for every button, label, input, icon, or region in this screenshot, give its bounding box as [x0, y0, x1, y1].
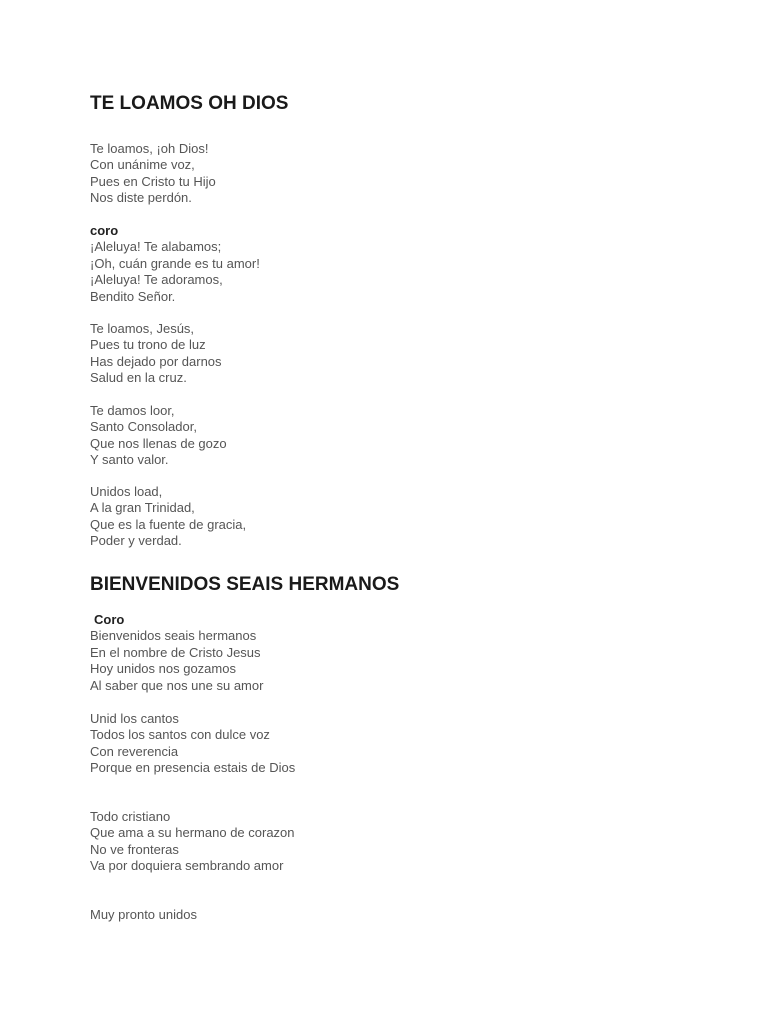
lyric-line: A la gran Trinidad, [90, 500, 195, 516]
lyric-line: Porque en presencia estais de Dios [90, 760, 296, 776]
lyric-line: No ve fronteras [90, 841, 179, 857]
lyric-line: Te damos loor, [90, 403, 175, 418]
stanza [90, 403, 227, 469]
stanza [90, 907, 197, 923]
lyric-line: Te loamos, Jesús, [90, 321, 195, 336]
lyric-line: Al saber que nos une su amor [90, 677, 264, 693]
lyric-line: Nos diste perdón. [90, 190, 192, 206]
song-title: BIENVENIDOS SEAIS HERMANOS [90, 574, 400, 595]
stanza [90, 809, 295, 875]
lyric-line: Pues tu trono de luz [90, 337, 206, 353]
stanza [90, 141, 216, 207]
song-title: TE LOAMOS OH DIOS [90, 93, 289, 114]
lyric-line: Hoy unidos nos gozamos [90, 661, 236, 677]
lyric-line: Y santo valor. [90, 452, 169, 468]
lyric-line: ¡Aleluya! Te alabamos; [90, 239, 222, 255]
lyric-line: Bendito Señor. [90, 288, 176, 304]
stanza [90, 321, 222, 387]
lyric-line: En el nombre de Cristo Jesus [90, 644, 261, 660]
lyric-line: Que es la fuente de gracia, [90, 516, 247, 532]
lyric-line: Poder y verdad. [90, 533, 182, 549]
chorus-label: Coro [94, 612, 125, 627]
lyric-line: ¡Aleluya! Te adoramos, [90, 272, 223, 288]
lyric-line: Muy pronto unidos [90, 907, 197, 922]
lyric-line: ¡Oh, cuán grande es tu amor! [90, 255, 260, 271]
lyric-line: Te loamos, ¡oh Dios! [90, 141, 209, 156]
lyric-line: Todos los santos con dulce voz [90, 727, 270, 743]
chorus-stanza [90, 612, 263, 694]
lyric-line: Pues en Cristo tu Hijo [90, 173, 216, 189]
lyric-line: Unidos load, [90, 484, 163, 499]
stanza [90, 484, 246, 550]
lyric-line: Con unánime voz, [90, 157, 195, 173]
lyric-line: Salud en la cruz. [90, 370, 187, 386]
lyric-line: Bienvenidos seais hermanos [90, 628, 257, 644]
lyric-line: Con reverencia [90, 743, 179, 759]
stanza [90, 711, 295, 777]
lyric-line: Santo Consolador, [90, 419, 197, 435]
lyric-line: Va por doquiera sembrando amor [90, 858, 284, 874]
chorus-stanza [90, 223, 260, 305]
lyric-line: Unid los cantos [90, 711, 179, 726]
lyric-line: Has dejado por darnos [90, 353, 222, 369]
lyric-line: Todo cristiano [90, 809, 171, 824]
chorus-label: coro [90, 223, 119, 238]
lyric-line: Que nos llenas de gozo [90, 435, 227, 451]
lyric-line: Que ama a su hermano de corazon [90, 825, 295, 841]
